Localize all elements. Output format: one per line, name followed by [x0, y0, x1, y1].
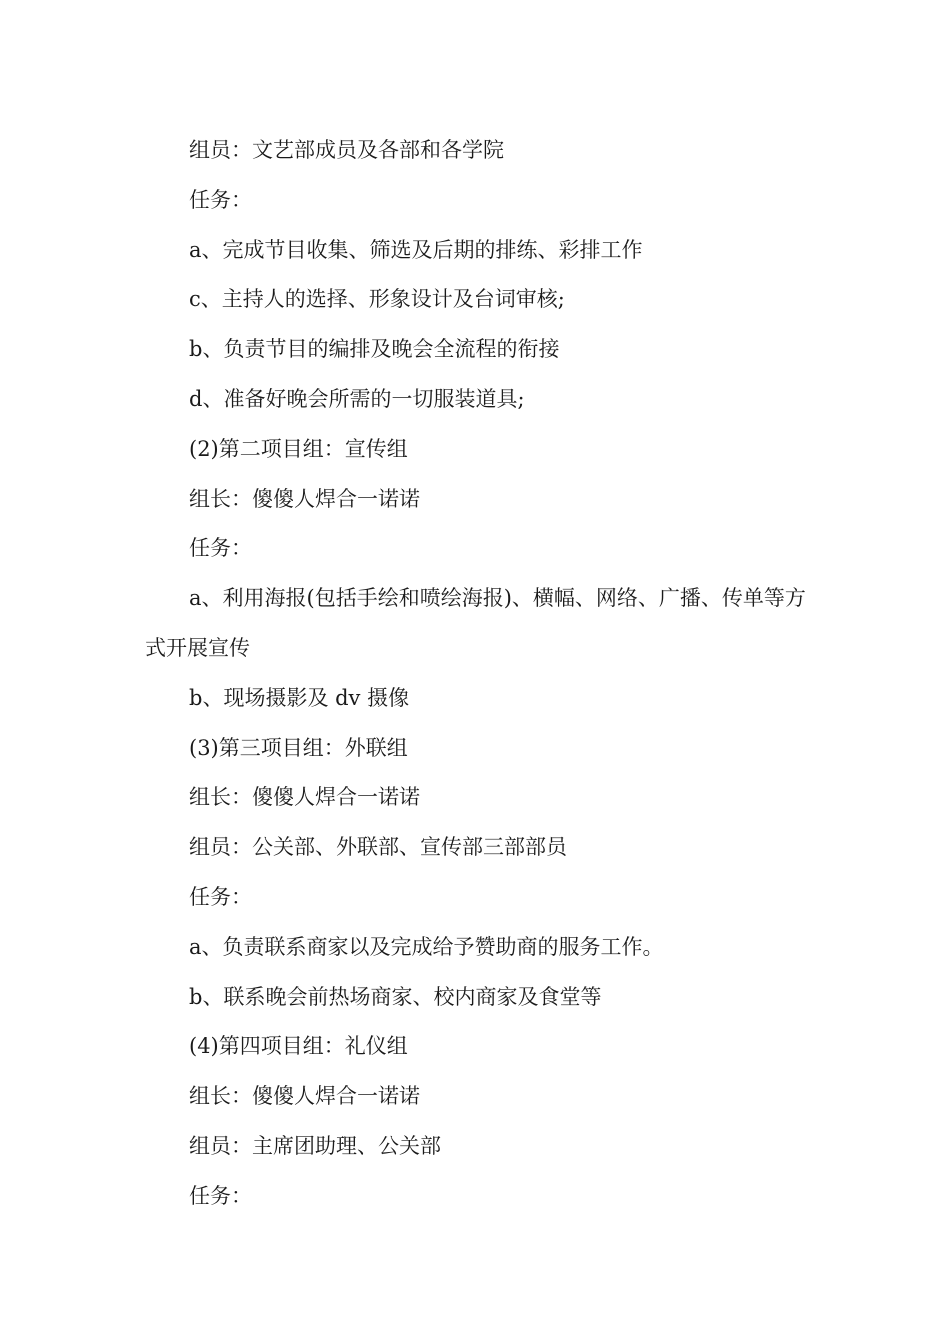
document-body	[145, 126, 815, 1222]
paragraph-group-3-task-b: b、联系晚会前热场商家、校内商家及食堂等	[189, 984, 602, 1009]
paragraph-group-4-members: 组员：主席团助理、公关部	[189, 1133, 441, 1158]
paragraph-group-2-task-b: b、现场摄影及 dv 摄像	[189, 685, 410, 710]
paragraph-task-a: a、完成节目收集、筛选及后期的排练、彩排工作	[189, 237, 643, 262]
paragraph-group-3-task-a: a、负责联系商家以及完成给予赞助商的服务工作。	[189, 934, 664, 959]
paragraph-task-c: c、主持人的选择、形象设计及台词审核;	[189, 287, 565, 312]
paragraph-group-3-tasks-heading: 任务：	[189, 884, 252, 909]
paragraph-group-3-leader: 组长：傻傻人焊合一诺诺	[189, 785, 420, 810]
paragraph-group-4-heading: (4)第四项目组：礼仪组	[189, 1034, 408, 1059]
paragraph-group-2-heading: (2)第二项目组：宣传组	[189, 436, 408, 461]
paragraph-group-2-leader: 组长：傻傻人焊合一诺诺	[189, 486, 420, 511]
paragraph-group-2-tasks-heading: 任务：	[189, 536, 252, 561]
paragraph-task-b: b、负责节目的编排及晚会全流程的衔接	[189, 337, 560, 362]
paragraph-group-3-members: 组员：公关部、外联部、宣传部三部部员	[189, 835, 567, 860]
paragraph-members-arts: 组员：文艺部成员及各部和各学院	[189, 138, 504, 162]
paragraph-group-4-leader: 组长：傻傻人焊合一诺诺	[189, 1084, 420, 1109]
paragraph-group-3-heading: (3)第三项目组：外联组	[189, 735, 408, 760]
paragraph-tasks-heading: 任务：	[189, 187, 252, 212]
paragraph-task-d: d、准备好晚会所需的一切服装道具;	[189, 386, 525, 411]
paragraph-group-4-tasks-heading: 任务：	[189, 1183, 252, 1208]
paragraph-group-2-task-a: a、利用海报(包括手绘和喷绘海报)、横幅、网络、广播、传单等方式开展宣传	[145, 586, 806, 660]
